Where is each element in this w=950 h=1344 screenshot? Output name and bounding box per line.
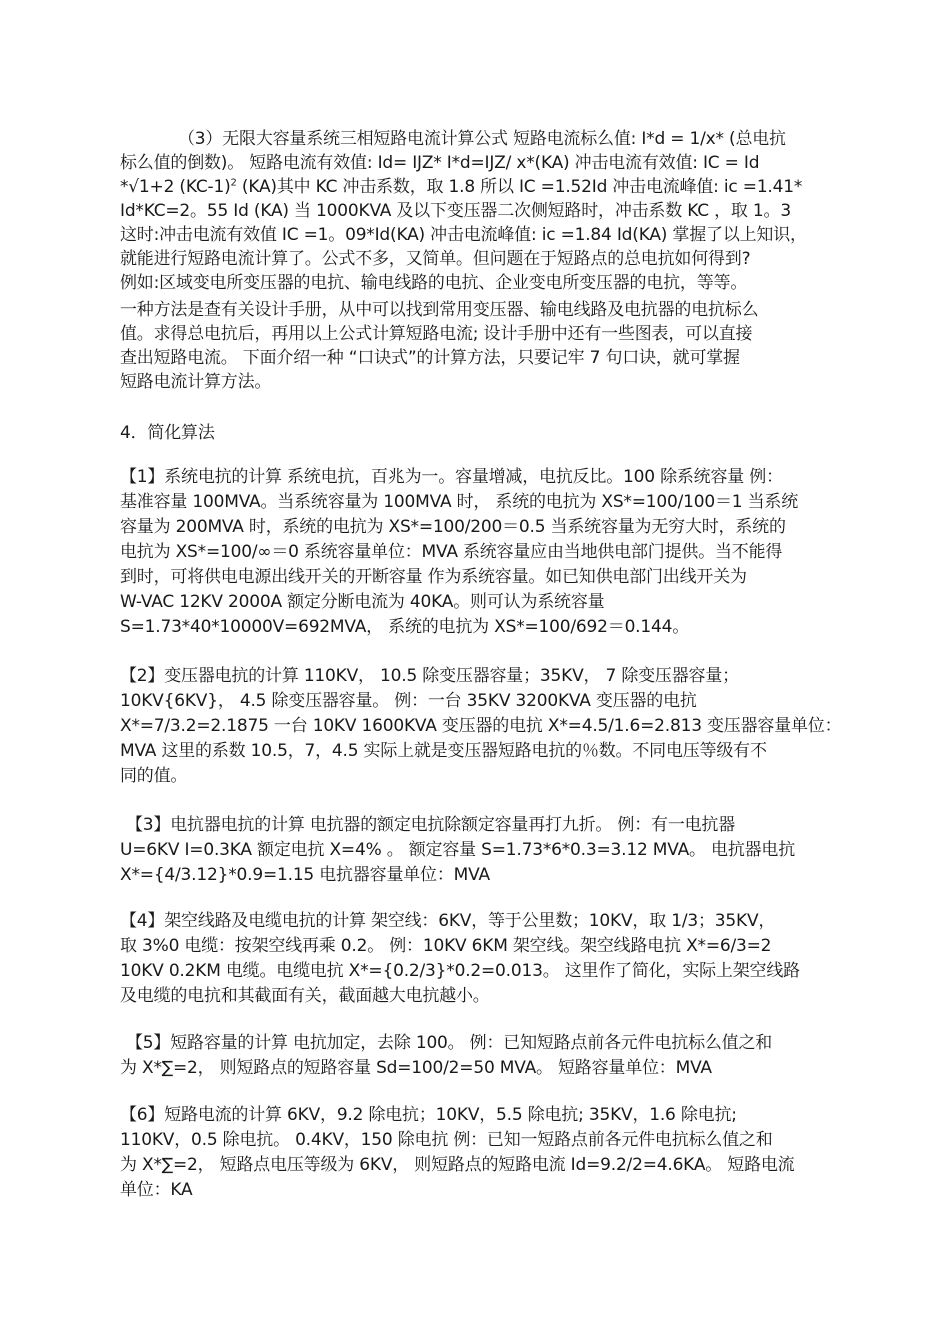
rule1-line-6: W-VAC 12KV 2000A 额定分断电流为 40KA。则可认为系统容量 (120, 592, 605, 612)
intro-line-9: 值。求得总电抗后，再用以上公式计算短路电流; 设计手册中还有一些图表，可以直接 (120, 324, 753, 344)
rule4-line-1: 【4】架空线路及电缆电抗的计算 架空线：6KV，等于公里数；10KV，取 1/3；35KV， (120, 911, 776, 931)
intro-line-3-superscript: 2 (230, 177, 237, 189)
intro-line-3 (120, 176, 802, 198)
rule3-line-1: 【3】电抗器电抗的计算 电抗器的额定电抗除额定容量再打九折。 例：有一电抗器 (126, 815, 736, 835)
rule5-line-2: 为 X*∑=2， 则短路点的短路容量 Sd=100/2=50 MVA。 短路容量单位：MVA (120, 1058, 712, 1078)
rule6-line-3: 为 X*∑=2， 短路点电压等级为 6KV， 则短路点的短路电流 Id=9.2/2=4.6KA。 短路电流 (120, 1155, 795, 1175)
rule6-line-4: 单位：KA (120, 1180, 193, 1200)
intro-line-1: （3）无限大容量系统三相短路电流计算公式 短路电流标么值: I*d = 1/x* (总电抗 (178, 129, 786, 149)
intro-line-5: 这时:冲击电流有效值 IC =1。09*Id(KA) 冲击电流峰值: ic =1.84 Id(KA) 掌握了以上知识， (120, 225, 807, 245)
rule2-line-5: 同的值。 (120, 766, 188, 786)
section-heading: 4．简化算法 (120, 423, 215, 443)
intro-line-10: 查出短路电流。 下面介绍一种 “口诀式”的计算方法，只要记牢 7 句口诀，就可掌握 (120, 348, 740, 368)
rule4-line-3: 10KV 0.2KM 电缆。电缆电抗 X*={0.2/3}*0.2=0.013。 这里作了简化，实际上架空线路 (120, 961, 800, 981)
intro-line-4: Id*KC=2。55 Id (KA) 当 1000KVA 及以下变压器二次侧短路时，冲击系数 KC ，取 1。3 (120, 201, 791, 221)
rule1-line-7: S=1.73*40*10000V=692MVA， 系统的电抗为 XS*=100/692＝0.144。 (120, 617, 690, 637)
rule1-line-5: 到时，可将供电电源出线开关的开断容量 作为系统容量。如已知供电部门出线开关为 (120, 567, 747, 587)
rule1-line-3: 容量为 200MVA 时，系统的电抗为 XS*=100/200＝0.5 当系统容量为无穷大时，系统的 (120, 517, 786, 537)
rule6-line-2: 110KV，0.5 除电抗。 0.4KV，150 除电抗 例：已知一短路点前各元件电抗标么值之和 (120, 1130, 773, 1150)
intro-line-6: 就能进行短路电流计算了。公式不多，又简单。但问题在于短路点的总电抗如何得到? (120, 249, 751, 269)
rule1-line-2: 基准容量 100MVA。当系统容量为 100MVA 时， 系统的电抗为 XS*=100/100＝1 当系统 (120, 492, 799, 512)
rule4-line-4: 及电缆的电抗和其截面有关，截面越大电抗越小。 (120, 986, 490, 1006)
rule5-line-1: 【5】短路容量的计算 电抗加定，去除 100。 例：已知短路点前各元件电抗标么值之和 (126, 1033, 773, 1053)
rule1-line-1: 【1】系统电抗的计算 系统电抗，百兆为一。容量增减，电抗反比。100 除系统容量 例： (120, 467, 783, 487)
rule3-line-3: X*={4/3.12}*0.9=1.15 电抗器容量单位：MVA (120, 865, 490, 885)
intro-line-3-formula: *√1+2 (KC-1) (120, 177, 231, 197)
intro-line-8: 一种方法是查有关设计手册，从中可以找到常用变压器、输电线路及电抗器的电抗标么 (120, 300, 759, 320)
rule2-line-1: 【2】变压器电抗的计算 110KV， 10.5 除变压器容量；35KV， 7 除变压器容量； (120, 666, 739, 686)
rule6-line-1: 【6】短路电流的计算 6KV，9.2 除电抗；10KV，5.5 除电抗; 35KV，1.6 除电抗; (120, 1105, 737, 1125)
intro-line-3-rest: (KA)其中 KC 冲击系数，取 1.8 所以 IC =1.52Id 冲击电流峰值: ic =1.41* (236, 177, 803, 197)
rule2-line-4: MVA 这里的系数 10.5，7，4.5 实际上就是变压器短路电抗的％数。不同电压等级有不 (120, 741, 767, 761)
rule2-line-2: 10KV{6KV}， 4.5 除变压器容量。 例：一台 35KV 3200KVA 变压器的电抗 (120, 691, 697, 711)
intro-line-2: 标么值的倒数)。 短路电流有效值: Id= IJZ* I*d=IJZ/ x*(KA) 冲击电流有效值: IC = Id (120, 153, 760, 173)
rule3-line-2: U=6KV I=0.3KA 额定电抗 X=4% 。 额定容量 S=1.73*6*0.3=3.12 MVA。 电抗器电抗 (120, 840, 796, 860)
intro-line-7: 例如:区域变电所变压器的电抗、输电线路的电抗、企业变电所变压器的电抗，等等。 (120, 273, 748, 293)
intro-line-11: 短路电流计算方法。 (120, 372, 272, 392)
rule4-line-2: 取 3%0 电缆：按架空线再乘 0.2。 例：10KV 6KM 架空线。架空线路电抗 X*=6/3=2 (120, 936, 772, 956)
rule1-line-4: 电抗为 XS*=100/∞＝0 系统容量单位：MVA 系统容量应由当地供电部门提供。当不能得 (120, 542, 783, 562)
rule2-line-3: X*=7/3.2=2.1875 一台 10KV 1600KVA 变压器的电抗 X*=4.5/1.6=2.813 变压器容量单位： (120, 716, 842, 736)
